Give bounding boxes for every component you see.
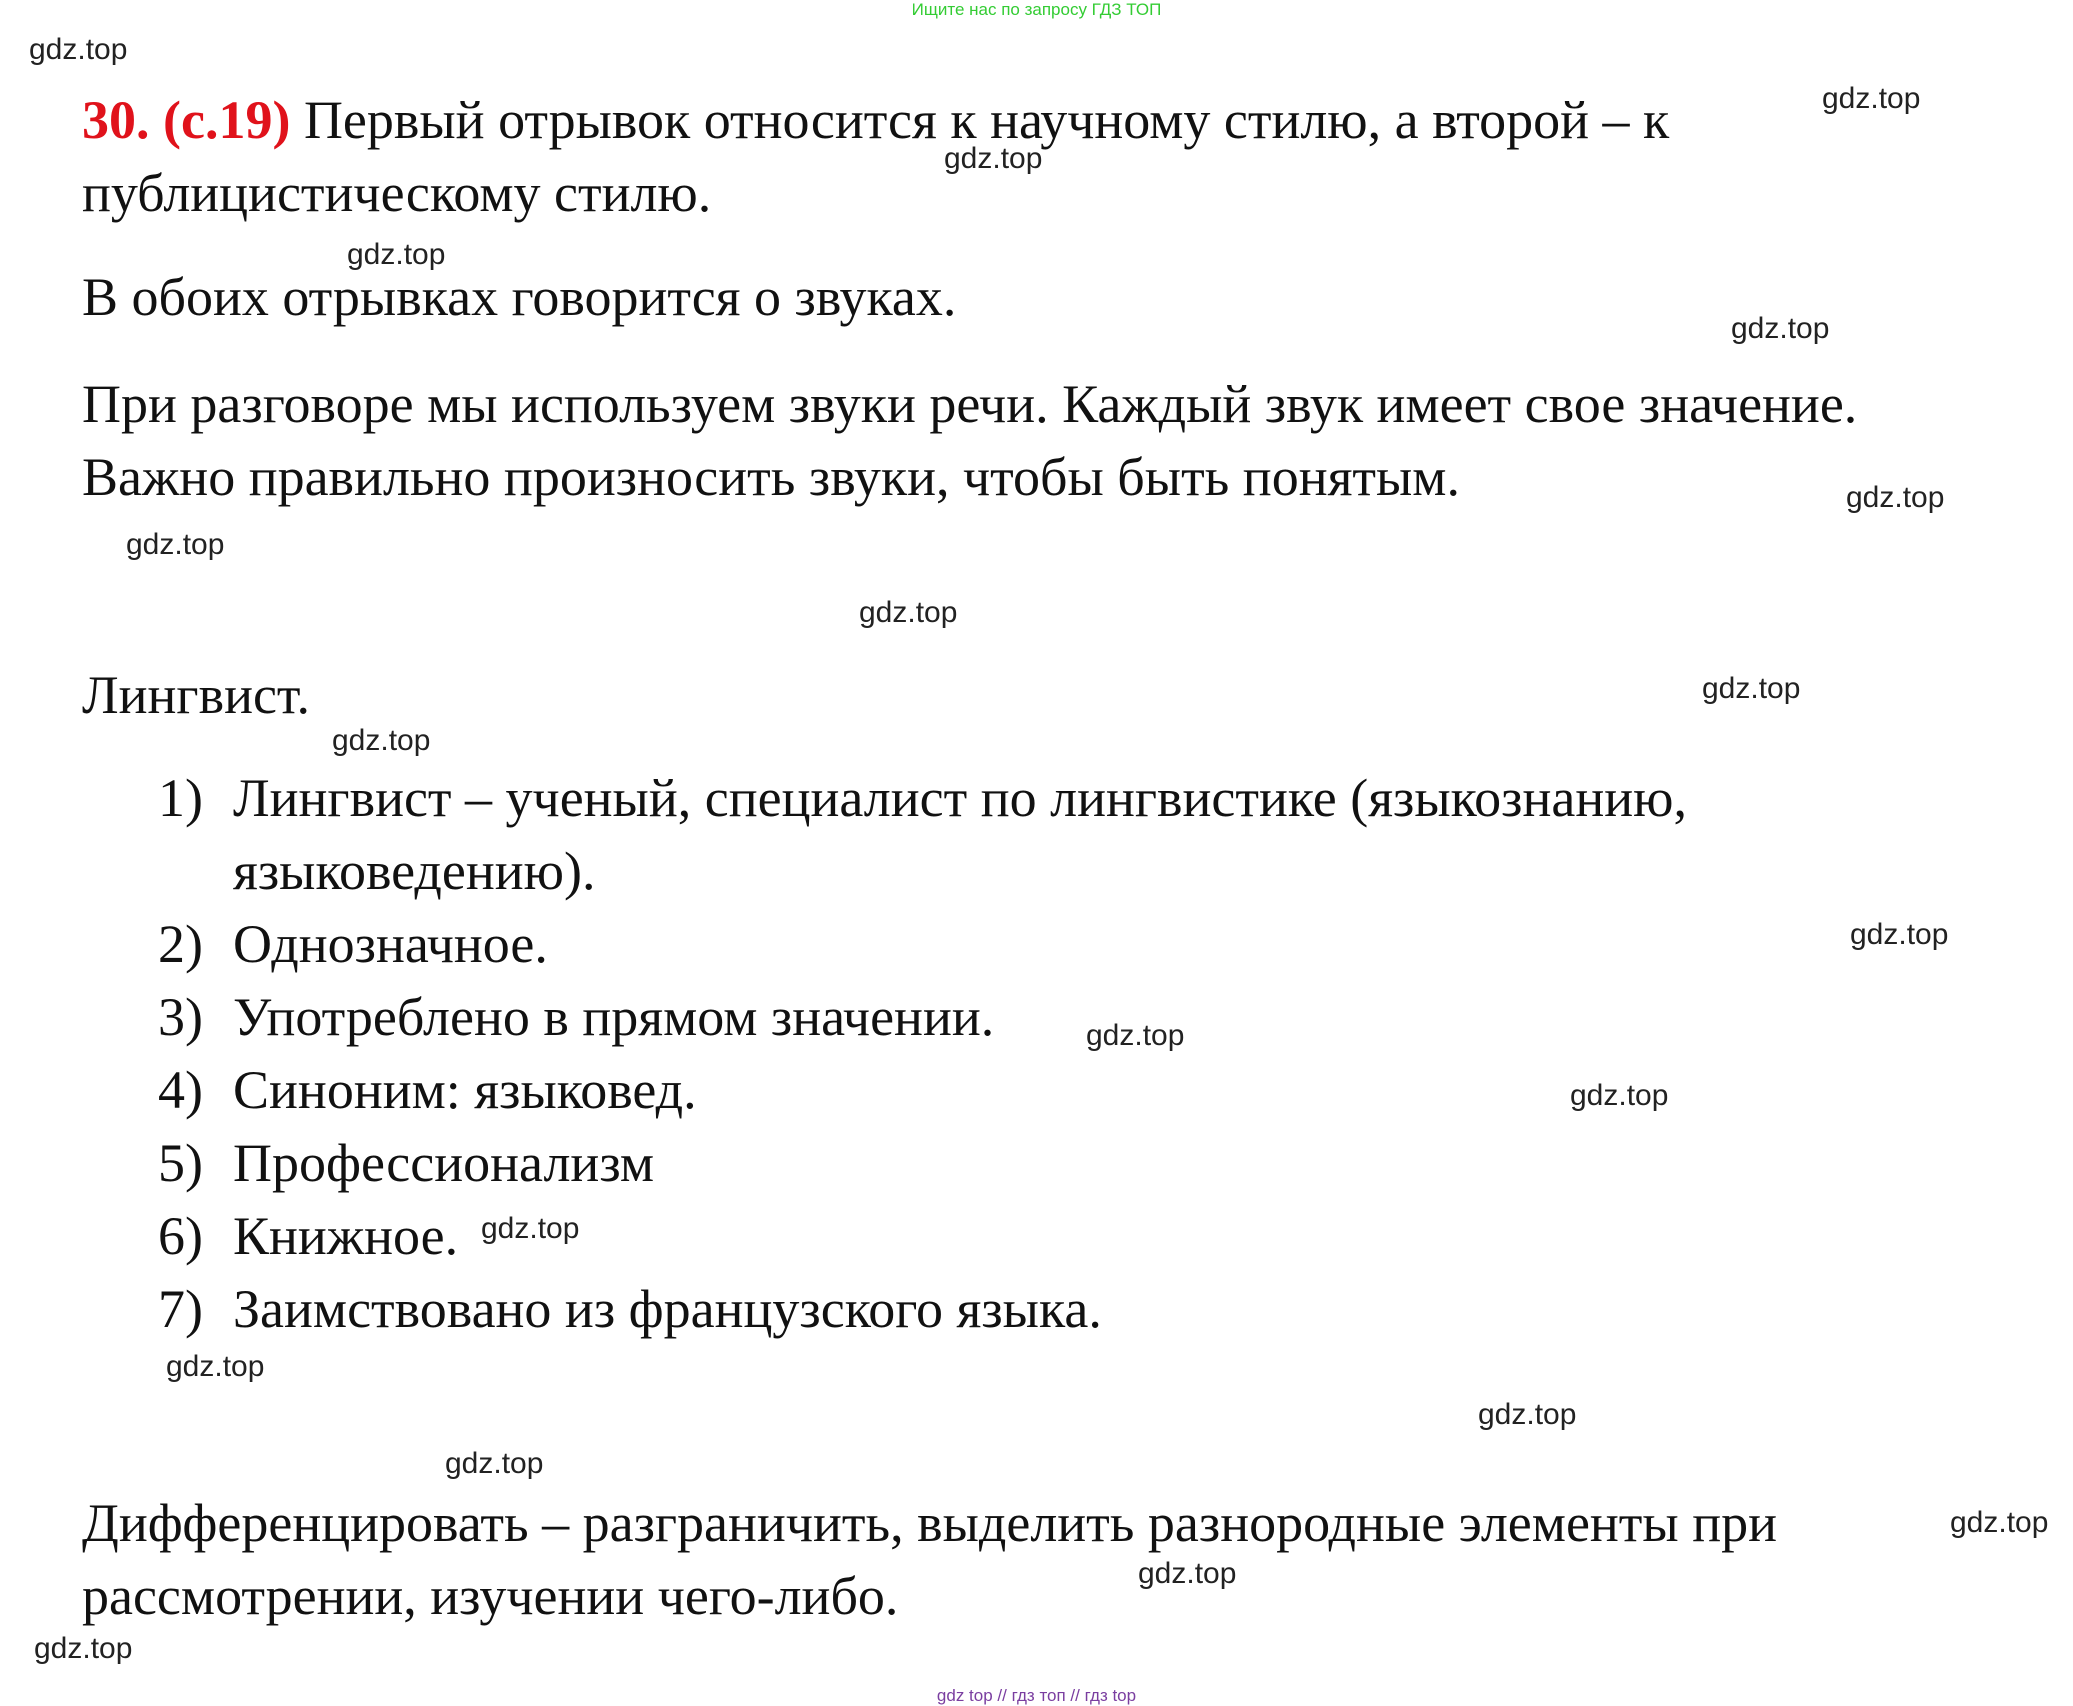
watermark: gdz.top xyxy=(1478,1398,1577,1431)
bottom-banner: gdz top // гдз топ // гдз top xyxy=(936,1686,1137,1705)
list-item-num: 2) xyxy=(158,914,203,974)
watermark: gdz.top xyxy=(1822,82,1921,115)
list-item-text: языковедению). xyxy=(233,841,596,901)
list-item-text: Лингвист – ученый, специалист по лингвистике (языкознанию, xyxy=(233,768,1687,828)
watermark: gdz.top xyxy=(332,724,431,757)
watermark: gdz.top xyxy=(944,142,1043,175)
watermark: gdz.top xyxy=(1138,1557,1237,1590)
watermark: gdz.top xyxy=(1731,312,1830,345)
list-item-num: 6) xyxy=(158,1206,203,1266)
watermark: gdz.top xyxy=(29,33,128,66)
definition-line-1: Дифференцировать – разграничить, выделить разнородные элементы при xyxy=(82,1493,1777,1553)
list-item-text: Однозначное. xyxy=(233,914,548,974)
list-item-num: 1) xyxy=(158,768,203,828)
watermark: gdz.top xyxy=(859,596,958,629)
watermark: gdz.top xyxy=(1570,1079,1669,1112)
task-number: 30. (с.19) xyxy=(82,90,291,150)
para-sounds: В обоих отрывках говорится о звуках. xyxy=(82,267,957,327)
watermark: gdz.top xyxy=(481,1212,580,1245)
para-speech-line-1: При разговоре мы используем звуки речи. Каждый звук имеет свое значение. xyxy=(82,374,1858,434)
list-item-text: Синоним: языковед. xyxy=(233,1060,697,1120)
watermark: gdz.top xyxy=(1950,1506,2049,1539)
watermark: gdz.top xyxy=(34,1632,133,1665)
watermark: gdz.top xyxy=(1086,1019,1185,1052)
top-banner: Ищите нас по запросу ГДЗ ТОП xyxy=(911,0,1162,19)
task-line-1 xyxy=(82,84,1669,156)
watermark: gdz.top xyxy=(126,528,225,561)
watermark: gdz.top xyxy=(1846,481,1945,514)
watermark: gdz.top xyxy=(347,238,446,271)
definition-line-2: рассмотрении, изучении чего-либо. xyxy=(82,1566,899,1626)
list-item-text: Профессионализм xyxy=(233,1133,655,1193)
list-item-text: Заимствовано из французского языка. xyxy=(233,1279,1102,1339)
list-item-text: Книжное. xyxy=(233,1206,459,1266)
task-line-1-text: Первый отрывок относится к научному стилю, а второй – к xyxy=(303,90,1670,150)
watermark: gdz.top xyxy=(1850,918,1949,951)
para-speech-line-2: Важно правильно произносить звуки, чтобы быть понятым. xyxy=(82,447,1460,507)
watermark: gdz.top xyxy=(1702,672,1801,705)
list-item-num: 7) xyxy=(158,1279,203,1339)
watermark: gdz.top xyxy=(445,1447,544,1480)
list-item-text: Употреблено в прямом значении. xyxy=(233,987,995,1047)
list-item-num: 3) xyxy=(158,987,203,1047)
watermark: gdz.top xyxy=(166,1350,265,1383)
word-heading: Лингвист. xyxy=(82,665,310,725)
list-item-num: 4) xyxy=(158,1060,203,1120)
task-line-2: публицистическому стилю. xyxy=(82,163,712,223)
list-item-num: 5) xyxy=(158,1133,203,1193)
